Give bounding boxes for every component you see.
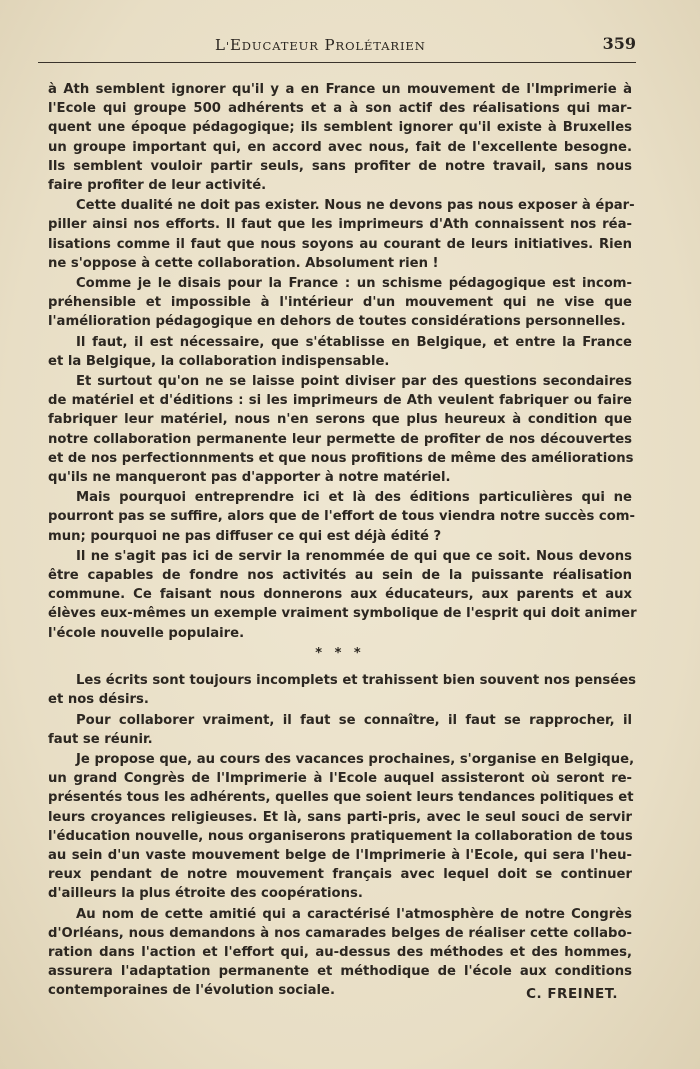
text-line: d'ailleurs la plus étroite des coopérations. bbox=[48, 886, 363, 902]
paragraph bbox=[48, 547, 637, 643]
header-rule bbox=[38, 62, 636, 63]
text-line: commune. Ce faisant nous donnerons aux éducateurs, aux parents et aux bbox=[48, 587, 632, 603]
paragraph bbox=[48, 274, 632, 332]
text-line: un grand Congrès de l'Imprimerie à l'Ecole auquel assisteront où seront re- bbox=[48, 771, 632, 787]
text-line: qu'ils ne manqueront pas d'apporter à notre matériel. bbox=[48, 470, 451, 486]
text-line: l'éducation nouvelle, nous organiserons pratiquement la collaboration de tous bbox=[48, 828, 633, 844]
text-line: un groupe important qui, en accord avec nous, fait de l'excellente besogne. bbox=[48, 139, 632, 155]
text-line: lisations comme il faut que nous soyons au courant de leurs initiatives. Rien bbox=[48, 236, 632, 252]
paragraph bbox=[48, 750, 635, 904]
text-line: au sein d'un vaste mouvement belge de l'Imprimerie à l'Ecole, qui sera l'heu- bbox=[48, 847, 632, 863]
text-line: à Ath semblent ignorer qu'il y a en France un mouvement de l'Imprimerie à bbox=[48, 82, 632, 97]
running-title: L'EDUCATEUR PROLÉTARIEN bbox=[215, 36, 426, 54]
text-line: quent une époque pédagogique; ils semblent ignorer qu'il existe à Bruxelles bbox=[48, 120, 632, 136]
text-line: être capables de fondre nos activités au sein de la puissante réalisation bbox=[48, 568, 632, 584]
text-line: de matériel et d'éditions : si les imprimeurs de Ath veulent fabriquer ou faire bbox=[48, 393, 632, 409]
paragraph bbox=[48, 488, 635, 546]
page-header bbox=[40, 34, 636, 58]
text-line: Mais pourquoi entreprendre ici et là des éditions particulières qui ne bbox=[76, 490, 632, 506]
text-line: Au nom de cette amitié qui a caractérisé l'atmosphère de notre Congrès bbox=[76, 906, 632, 922]
text-line: l'amélioration pédagogique en dehors de toutes considérations personnelles. bbox=[48, 314, 626, 330]
section-separator: * * * bbox=[315, 645, 365, 661]
text-line: leurs croyances religieuses. Et là, sans parti-pris, avec le seul souci de servir bbox=[48, 809, 632, 825]
paragraph bbox=[48, 671, 636, 709]
paragraph bbox=[48, 372, 632, 487]
text-line: notre collaboration permanente leur permette de profiter de nos découvertes bbox=[48, 431, 632, 447]
text-line: Comme je le disais pour la France : un schisme pédagogique est incom- bbox=[76, 276, 632, 292]
text-line: et la Belgique, la collaboration indispensable. bbox=[48, 353, 390, 369]
text-line: Ils semblent vouloir partir seuls, sans profiter de notre travail, sans nous bbox=[48, 158, 632, 174]
text-line: contemporaines de l'évolution sociale. bbox=[48, 983, 335, 999]
text-line: présentés tous les adhérents, quelles que soient leurs tendances politiques et bbox=[48, 790, 634, 806]
paragraph bbox=[48, 333, 632, 371]
text-line: ne s'oppose à cette collaboration. Absolument rien ! bbox=[48, 255, 439, 271]
paragraph bbox=[48, 196, 635, 273]
text-line: d'Orléans, nous demandons à nos camarades belges de réaliser cette collabo- bbox=[48, 925, 632, 941]
page-number: 359 bbox=[602, 34, 636, 53]
text-line: fabriquer leur matériel, nous n'en serons que plus heureux à condition que bbox=[48, 412, 632, 428]
text-line: préhensible et impossible à l'intérieur d'un mouvement qui ne vise que bbox=[48, 295, 632, 311]
text-line: faire profiter de leur activité. bbox=[48, 178, 267, 194]
text-line: Pour collaborer vraiment, il faut se connaître, il faut se rapprocher, il bbox=[76, 712, 632, 728]
text-line: Il ne s'agit pas ici de servir la renommée de qui que ce soit. Nous devons bbox=[76, 548, 632, 564]
text-line: ration dans l'action et l'effort qui, au-dessus des méthodes et des hommes, bbox=[48, 944, 632, 960]
text-line: Cette dualité ne doit pas exister. Nous ne devons pas nous exposer à épar- bbox=[76, 198, 635, 214]
text-line: Les écrits sont toujours incomplets et trahissent bien souvent nos pensées bbox=[76, 673, 636, 689]
text-line: et de nos perfectionnments et que nous profitions de même des améliorations bbox=[48, 450, 634, 466]
text-line: Je propose que, au cours des vacances prochaines, s'organise en Belgique, bbox=[76, 751, 635, 767]
text-line: piller ainsi nos efforts. Il faut que les imprimeurs d'Ath connaissent nos réa- bbox=[48, 217, 632, 233]
text-line: l'Ecole qui groupe 500 adhérents et a à son actif des réalisations qui mar- bbox=[48, 101, 632, 117]
text-line: faut se réunir. bbox=[48, 731, 153, 747]
text-line: assurera l'adaptation permanente et méthodique de l'école aux conditions bbox=[48, 964, 632, 980]
text-line: mun; pourquoi ne pas diffuser ce qui est déjà édité ? bbox=[48, 528, 442, 544]
article-body bbox=[48, 80, 637, 1002]
text-line: Il faut, il est nécessaire, que s'établisse en Belgique, et entre la France bbox=[76, 334, 632, 350]
paragraph bbox=[48, 711, 632, 749]
signature: C. FREINET. bbox=[526, 986, 618, 1002]
text-line: élèves eux-mêmes un exemple vraiment symbolique de l'esprit qui doit animer bbox=[48, 606, 637, 622]
text-line: reux pendant de notre mouvement français avec lequel doit se continuer bbox=[48, 867, 632, 883]
text-line: pourront pas se suffire, alors que de l'effort de tous viendra notre succès com- bbox=[48, 509, 635, 525]
text-line: l'école nouvelle populaire. bbox=[48, 625, 245, 641]
text-line: et nos désirs. bbox=[48, 692, 149, 708]
paragraph bbox=[48, 80, 632, 195]
text-line: Et surtout qu'on ne se laisse point diviser par des questions secondaires bbox=[76, 374, 632, 390]
